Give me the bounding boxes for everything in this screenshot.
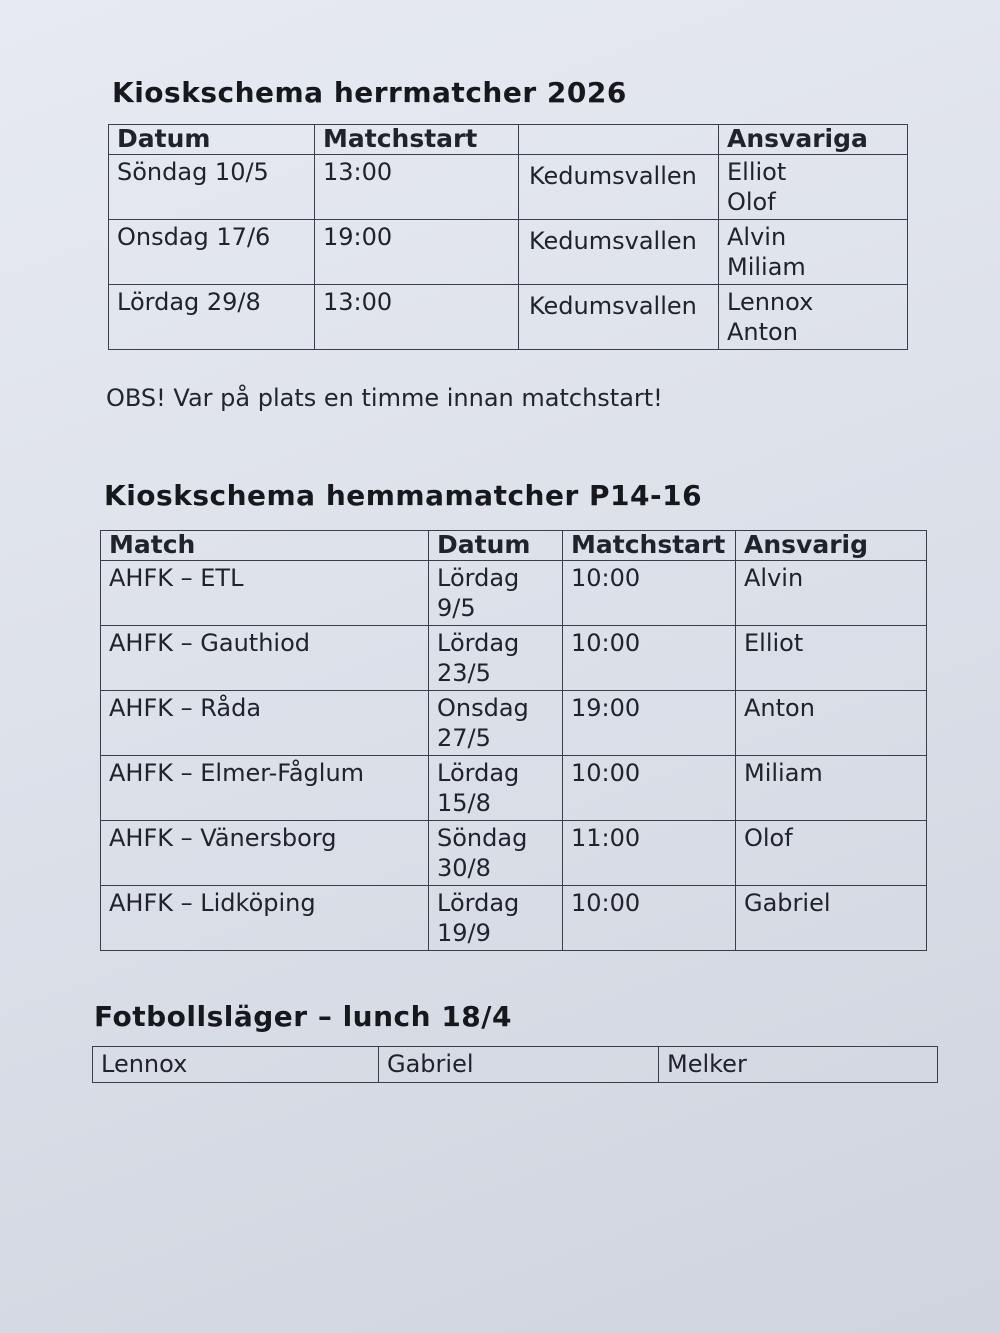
responsible-name: Olof	[727, 188, 776, 216]
start-time-cell: 13:00	[315, 285, 519, 350]
home-schedule-title: Kioskschema hemmamatcher P14-16	[104, 479, 703, 512]
attendance-note: OBS! Var på plats en timme innan matchstart!	[106, 384, 663, 412]
date-cell: Onsdag 17/6	[109, 220, 315, 285]
responsible-cell: Miliam	[736, 756, 927, 821]
herr-schedule-table	[108, 124, 908, 350]
date-cell	[429, 626, 563, 691]
weekday: Lördag	[437, 564, 520, 592]
responsible-cell: Alvin	[736, 561, 927, 626]
responsible-cell: Gabriel	[736, 886, 927, 951]
weekday: Söndag	[437, 824, 528, 852]
start-time-cell: 10:00	[563, 886, 736, 951]
responsible-name: Alvin	[727, 223, 787, 251]
weekday: Onsdag	[437, 694, 529, 722]
responsible-name: Lennox	[727, 288, 814, 316]
responsible-name: Miliam	[727, 253, 806, 281]
match-cell: AHFK – Gauthiod	[101, 626, 429, 691]
column-header-matchstart: Matchstart	[563, 531, 736, 561]
responsible-cell	[719, 285, 908, 350]
date: 15/8	[437, 789, 491, 817]
responsible-cell	[719, 220, 908, 285]
start-time-cell: 11:00	[563, 821, 736, 886]
start-time-cell: 19:00	[563, 691, 736, 756]
responsible-cell: Anton	[736, 691, 927, 756]
venue-cell: Kedumsvallen	[519, 220, 719, 285]
responsible-name: Elliot	[727, 158, 787, 186]
start-time-cell: 10:00	[563, 756, 736, 821]
table-header-row	[109, 125, 908, 155]
column-header-datum: Datum	[109, 125, 315, 155]
responsible-cell: Elliot	[736, 626, 927, 691]
camp-lunch-title: Fotbollsläger – lunch 18/4	[94, 1000, 513, 1033]
date-cell	[429, 886, 563, 951]
date: 19/9	[437, 919, 491, 947]
column-header-ansvariga: Ansvariga	[719, 125, 908, 155]
match-cell: AHFK – ETL	[101, 561, 429, 626]
table-row	[101, 626, 927, 691]
date-cell	[429, 756, 563, 821]
table-row	[101, 691, 927, 756]
match-cell: AHFK – Råda	[101, 691, 429, 756]
camp-lunch-table	[92, 1046, 938, 1083]
start-time-cell: 19:00	[315, 220, 519, 285]
weekday: Lördag	[437, 759, 520, 787]
date-cell	[429, 821, 563, 886]
table-row	[101, 561, 927, 626]
start-time-cell: 10:00	[563, 561, 736, 626]
column-header-venue	[519, 125, 719, 155]
column-header-datum: Datum	[429, 531, 563, 561]
name-cell: Gabriel	[379, 1047, 659, 1083]
start-time-cell: 10:00	[563, 626, 736, 691]
start-time-cell: 13:00	[315, 155, 519, 220]
column-header-ansvarig: Ansvarig	[736, 531, 927, 561]
table-row	[109, 155, 908, 220]
table-row	[109, 285, 908, 350]
match-cell: AHFK – Lidköping	[101, 886, 429, 951]
table-header-row	[101, 531, 927, 561]
responsible-cell	[719, 155, 908, 220]
match-cell: AHFK – Elmer-Fåglum	[101, 756, 429, 821]
table-row	[101, 756, 927, 821]
weekday: Lördag	[437, 889, 520, 917]
table-row	[101, 821, 927, 886]
name-cell: Melker	[659, 1047, 938, 1083]
home-schedule-table	[100, 530, 927, 951]
table-row	[101, 886, 927, 951]
date-cell: Söndag 10/5	[109, 155, 315, 220]
column-header-match: Match	[101, 531, 429, 561]
column-header-matchstart: Matchstart	[315, 125, 519, 155]
herr-schedule-title: Kioskschema herrmatcher 2026	[112, 76, 627, 109]
match-cell: AHFK – Vänersborg	[101, 821, 429, 886]
date-cell	[429, 561, 563, 626]
date: 23/5	[437, 659, 491, 687]
date: 30/8	[437, 854, 491, 882]
responsible-name: Anton	[727, 318, 798, 346]
weekday: Lördag	[437, 629, 520, 657]
venue-cell: Kedumsvallen	[519, 285, 719, 350]
venue-cell: Kedumsvallen	[519, 155, 719, 220]
date-cell	[429, 691, 563, 756]
date-cell: Lördag 29/8	[109, 285, 315, 350]
table-row	[109, 220, 908, 285]
date: 27/5	[437, 724, 491, 752]
name-cell: Lennox	[93, 1047, 379, 1083]
responsible-cell: Olof	[736, 821, 927, 886]
table-row	[93, 1047, 938, 1083]
date: 9/5	[437, 594, 476, 622]
